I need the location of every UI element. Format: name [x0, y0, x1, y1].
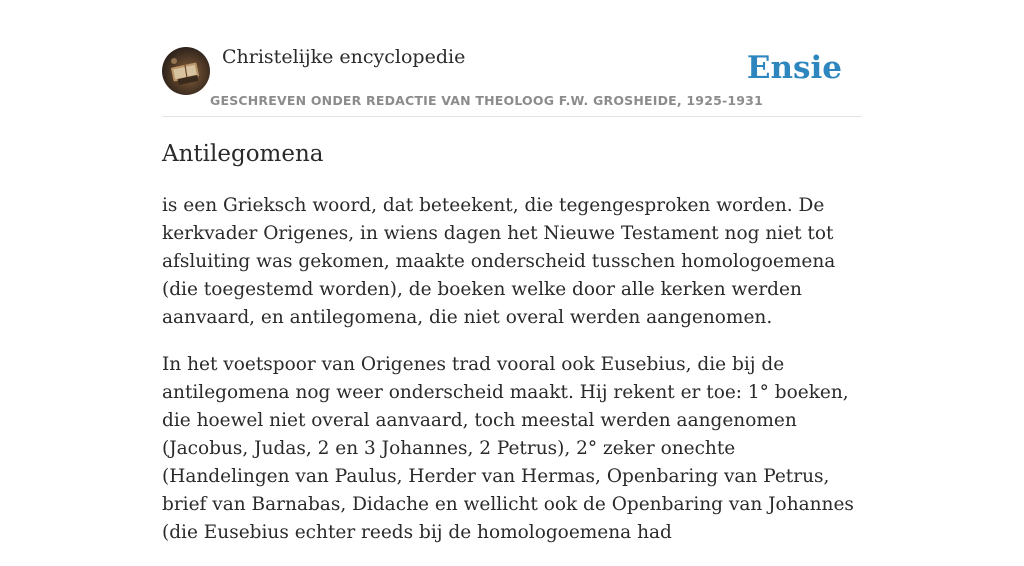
book-photo-icon[interactable]	[162, 47, 210, 95]
site-header	[162, 40, 862, 117]
article-paragraph: is een Grieksch woord, dat beteekent, die tegengesproken worden. De kerkvader Origenes, in wiens dagen het Nieuwe Testament nog niet tot afsluiting was gekomen, maakte onderscheid tusschen homologoemena (die toegestemd worden), de boeken welke door alle kerken werden aanvaard, en antilegomena, die niet overal werden aangenomen.	[162, 195, 836, 328]
site-subtitle: GESCHREVEN ONDER REDACTIE VAN THEOLOOG F.W. GROSHEIDE, 1925-1931	[210, 93, 763, 108]
article-title: Antilegomena	[162, 141, 324, 167]
article-paragraph: In het voetspoor van Origenes trad vooral ook Eusebius, die bij de antilegomena nog weer onderscheid maakt. Hij rekent er toe: 1° boeken, die hoewel niet overal aanvaard, toch meestal werden aangenomen (Jacobus, Judas, 2 en 3 Johannes, 2 Petrus), 2° zeker onechte (Handelingen van Paulus, Herder van Hermas, Openbaring van Petrus, brief van Barnabas, Didache en wellicht ook de Openbaring van Johannes (die Eusebius echter reeds bij de homologoemena had	[162, 354, 854, 543]
site-title[interactable]: Christelijke encyclopedie	[222, 46, 466, 68]
article	[162, 138, 862, 566]
brand-logo[interactable]: Ensie	[746, 50, 842, 86]
